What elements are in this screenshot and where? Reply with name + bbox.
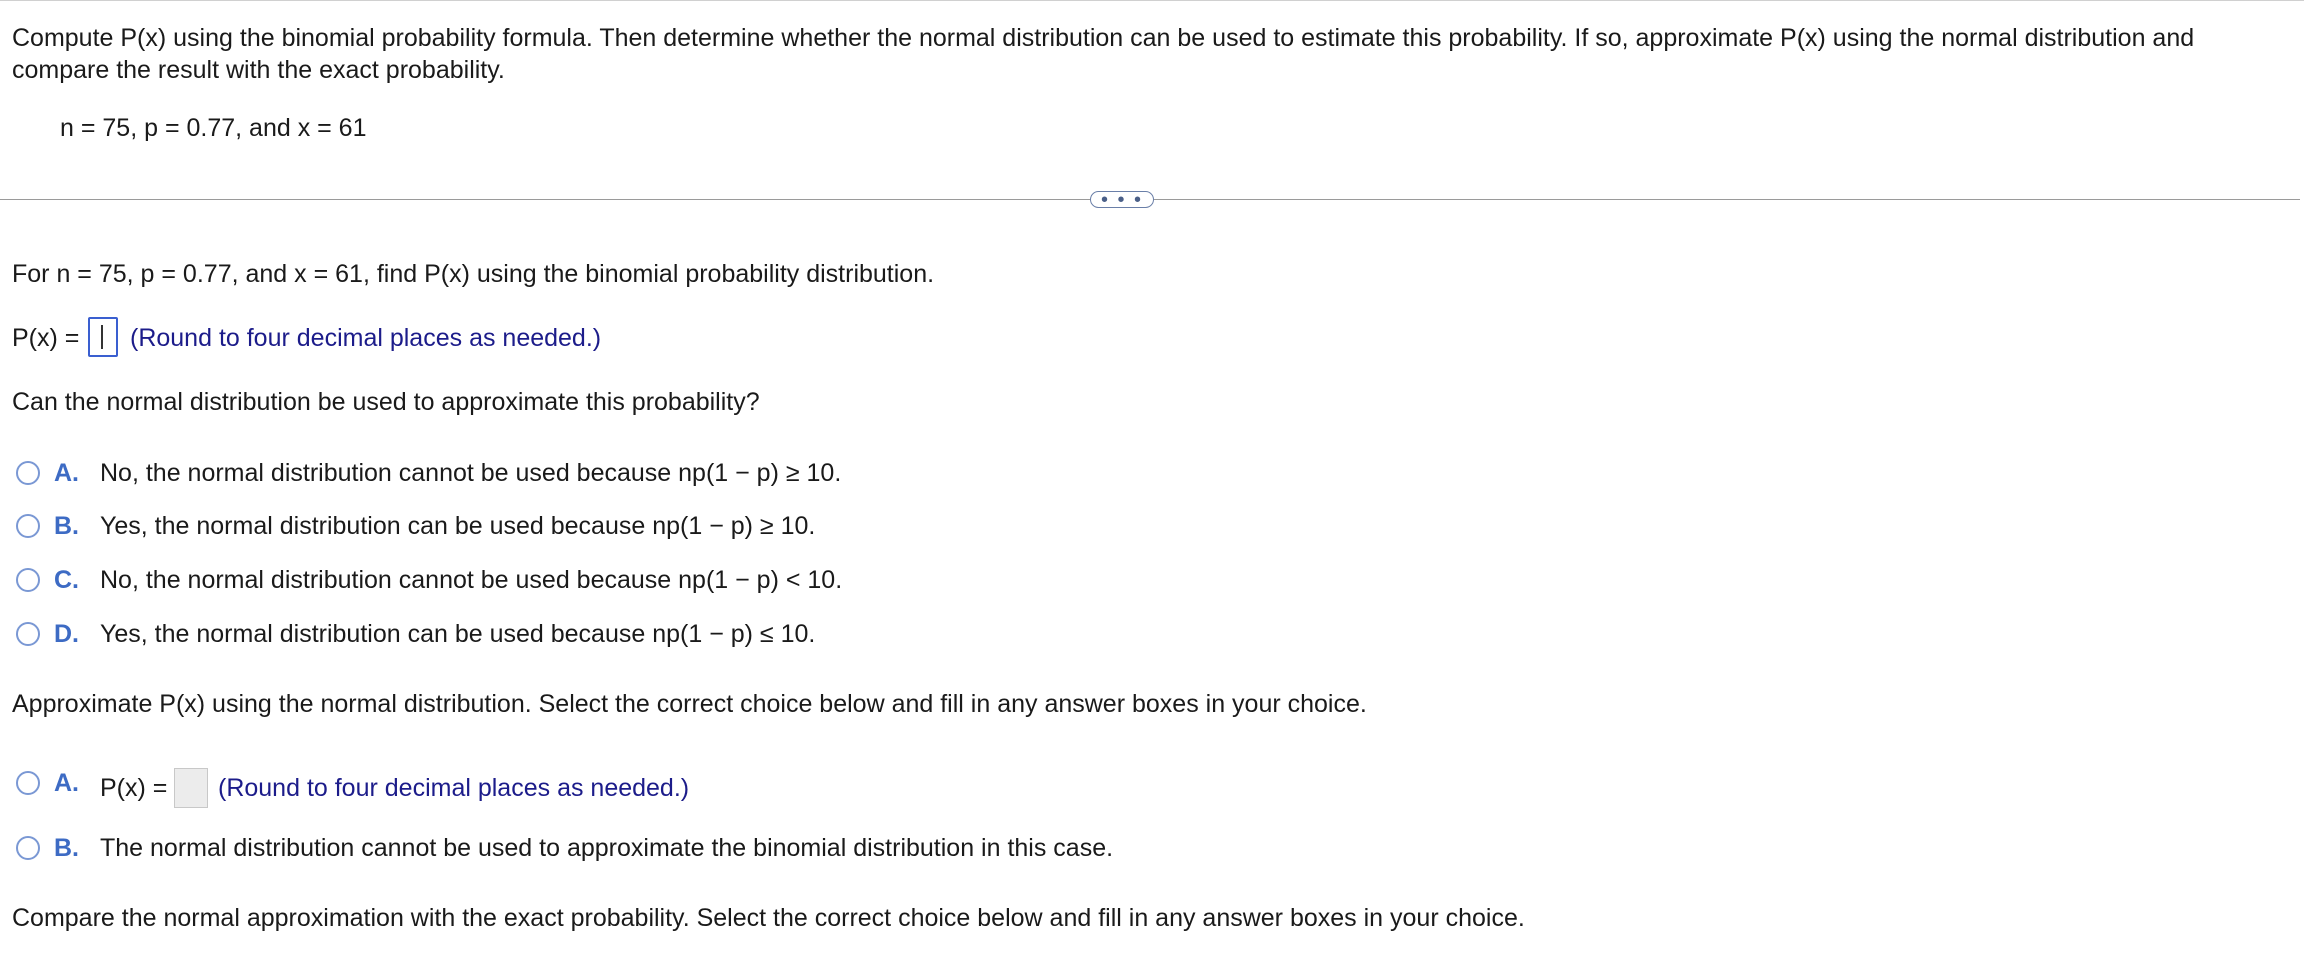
radio-button[interactable] [16,836,40,860]
question-params: n = 75, p = 0.77, and x = 61 [60,114,367,142]
choice-text: Yes, the normal distribution can be used because np(1 − p) ≤ 10. [100,620,816,648]
question-prompt: Compute P(x) using the binomial probability formula. Then determine whether the normal distribution can be used to estimate this probability. If so, approximate P(x) using the normal distribution and compare the result with the exact probability. [12,24,2195,84]
part1-hint: (Round to four decimal places as needed.) [130,324,602,352]
show-more-button[interactable]: • • • [1090,191,1154,208]
choice-text: No, the normal distribution cannot be used because np(1 − p) ≥ 10. [100,459,842,487]
text-cursor [101,325,103,349]
radio-button[interactable] [16,622,40,646]
part2-prompt: Can the normal distribution be used to approximate this probability? [12,388,760,416]
choice-text: No, the normal distribution cannot be used because np(1 − p) < 10. [100,566,843,594]
part1-prompt: For n = 75, p = 0.77, and x = 61, find P(x) using the binomial probability distribution. [12,260,935,288]
choice-letter: A. [54,459,79,487]
part3-answer-input[interactable] [174,768,208,808]
part1-answer-input[interactable] [88,317,118,357]
radio-button[interactable] [16,771,40,795]
choice-text: Yes, the normal distribution can be used because np(1 − p) ≥ 10. [100,512,816,540]
part4-prompt: Compare the normal approximation with the exact probability. Select the correct choice below and fill in any answer boxes in your choice. [12,904,1525,932]
choice-letter: B. [54,834,79,862]
top-border [0,0,2304,1]
radio-button[interactable] [16,514,40,538]
choice-letter: A. [54,769,79,797]
radio-button[interactable] [16,461,40,485]
choice-letter: D. [54,620,79,648]
part3-px-label: P(x) = [100,774,168,802]
part1-px-label: P(x) = [12,324,80,352]
choice-text: The normal distribution cannot be used to approximate the binomial distribution in this case. [100,834,1114,862]
radio-button[interactable] [16,568,40,592]
choice-letter: B. [54,512,79,540]
choice-letter: C. [54,566,79,594]
part3-prompt: Approximate P(x) using the normal distribution. Select the correct choice below and fill in any answer boxes in your choice. [12,690,1367,718]
part3-hint: (Round to four decimal places as needed.) [218,774,690,802]
